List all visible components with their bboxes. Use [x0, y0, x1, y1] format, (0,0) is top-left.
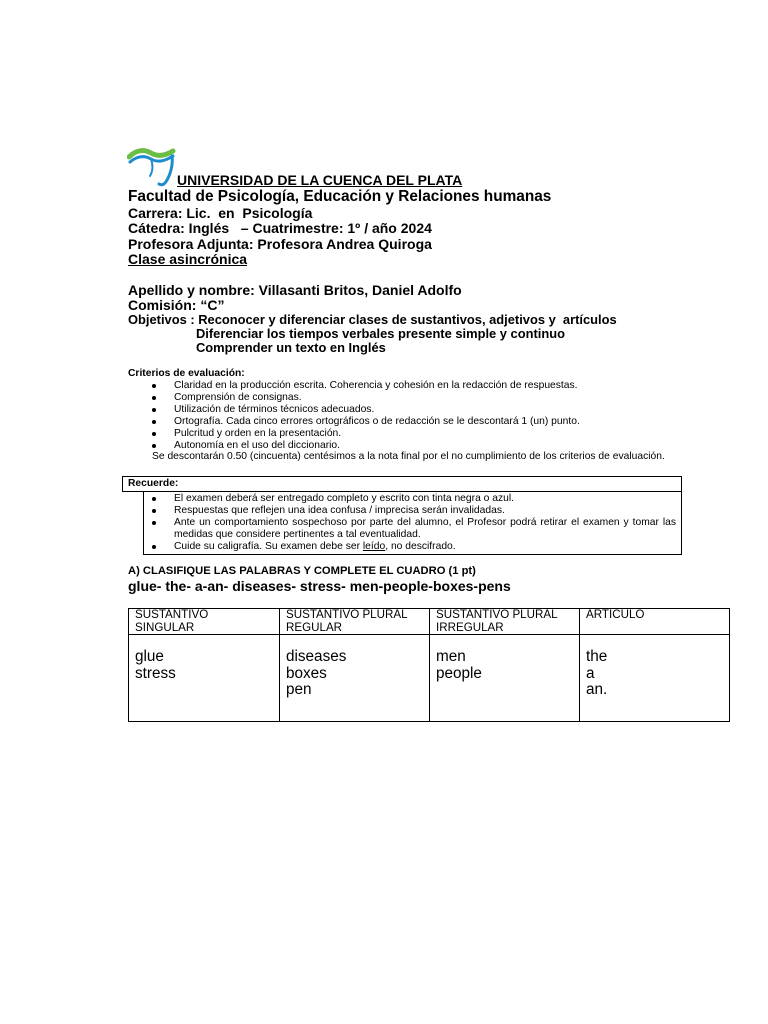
commission-line: Comisión: “C”	[128, 297, 225, 313]
student-name-line: Apellido y nombre: Villasanti Britos, Daniel Adolfo	[128, 282, 462, 298]
text-segment: Cuide su caligrafía. Su examen debe ser	[174, 541, 363, 552]
cell-word: people	[436, 664, 482, 682]
cell-word: pen	[286, 681, 312, 698]
column-header: SUSTANTIVO PLURAL IRREGULAR	[436, 608, 558, 634]
list-item-text: Pulcritud y orden en la presentación.	[174, 428, 342, 439]
bullet-icon	[152, 521, 156, 525]
list-item-text	[174, 541, 676, 553]
list-item-text: Claridad en la producción escrita. Coherencia y cohesión en la redacción de respuestas.	[174, 380, 578, 391]
table-cell	[280, 635, 430, 721]
underlined-word: leído	[362, 541, 386, 552]
list-item-text: El examen deberá ser entregado completo y escrito con tinta negra o azul.	[174, 493, 514, 504]
university-name: UNIVERSIDAD DE LA CUENCA DEL PLATA	[177, 172, 463, 188]
list-item	[152, 541, 676, 553]
exercise-title: A) CLASIFIQUE LAS PALABRAS Y COMPLETE EL CUADRO (1 pt)	[128, 565, 476, 577]
bullet-icon	[152, 509, 156, 513]
cell-word: the	[586, 648, 608, 665]
criteria-title: Criterios de evaluación:	[128, 368, 245, 379]
column-header: ARTICULO	[586, 608, 645, 621]
cell-word: glue	[135, 648, 164, 665]
career-line: Carrera: Lic. en Psicología	[128, 205, 313, 221]
course-line: Cátedra: Inglés – Cuatrimestre: 1º / año 2024	[128, 220, 432, 236]
list-item	[152, 517, 676, 541]
list-item-text: Ante un comportamiento sospechoso por parte del alumno, el Profesor podrá retirar el examen y tomar las medidas que considere pertinentes a tal eventualidad.	[174, 517, 676, 540]
table-header-cell	[280, 609, 430, 635]
reminder-title: Recuerde:	[122, 476, 682, 492]
faculty-name: Facultad de Psicología, Educación y Relaciones humanas	[128, 188, 552, 205]
list-item	[152, 505, 676, 517]
list-item-text: Utilización de términos técnicos adecuados.	[174, 404, 375, 415]
table-cell	[129, 635, 280, 721]
cell-word: stress	[135, 664, 176, 682]
university-logo-icon	[127, 146, 179, 188]
table-cell	[580, 635, 729, 721]
bullet-icon	[152, 396, 156, 400]
table-header-cell	[129, 609, 280, 635]
list-item-text: Ortografía. Cada cinco errores ortográficos o de redacción se le descontará 1 (un) punto.	[174, 416, 580, 427]
list-item	[152, 404, 712, 416]
professor-line: Profesora Adjunta: Profesora Andrea Quiroga	[128, 236, 432, 252]
classification-table	[128, 608, 730, 722]
criteria-note: Se descontarán 0.50 (cincuenta) centésimos a la nota final por el no cumplimiento de los criterios de evaluación.	[152, 451, 665, 462]
bullet-icon	[152, 420, 156, 424]
criteria-list	[152, 380, 712, 452]
cell-word: men	[436, 648, 466, 665]
list-item	[152, 392, 712, 404]
list-item-text: Autonomía en el uso del diccionario.	[174, 440, 340, 451]
table-header-cell	[580, 609, 729, 635]
list-item-text: Respuestas que reflejen una idea confusa / imprecisa serán invalidadas.	[174, 505, 505, 516]
bullet-icon	[152, 384, 156, 388]
objectives-label: Objetivos :	[128, 312, 195, 327]
bullet-icon	[152, 497, 156, 501]
table-header-cell	[430, 609, 580, 635]
list-item	[152, 428, 712, 440]
objective-item: Diferenciar los tiempos verbales presente simple y continuo	[196, 326, 565, 341]
bullet-icon	[152, 545, 156, 549]
bullet-icon	[152, 432, 156, 436]
cell-word: boxes	[286, 664, 327, 682]
list-item	[152, 416, 712, 428]
cell-word: a	[586, 664, 595, 682]
objective-item: Reconocer y diferenciar clases de sustantivos, adjetivos y artículos	[198, 312, 617, 327]
table-cell	[430, 635, 580, 721]
bullet-icon	[152, 408, 156, 412]
cell-word: an.	[586, 681, 608, 698]
cell-word: diseases	[286, 648, 347, 665]
word-bank: glue- the- a-an- diseases- stress- men-people-boxes-pens	[128, 578, 511, 594]
list-item	[152, 380, 712, 392]
bullet-icon	[152, 444, 156, 448]
reminder-list	[143, 491, 682, 555]
text-segment: , no descifrado.	[385, 541, 456, 552]
column-header: SUSTANTIVO PLURAL REGULAR	[286, 608, 408, 634]
objective-item: Comprender un texto en Inglés	[196, 340, 386, 355]
list-item	[152, 493, 676, 505]
class-type-line: Clase asincrónica	[128, 251, 248, 267]
objectives-line	[128, 313, 617, 327]
list-item-text: Comprensión de consignas.	[174, 392, 302, 403]
logo-green-band	[129, 151, 173, 157]
logo-blue-tributary	[150, 159, 152, 176]
column-header: SUSTANTIVO SINGULAR	[135, 608, 209, 634]
